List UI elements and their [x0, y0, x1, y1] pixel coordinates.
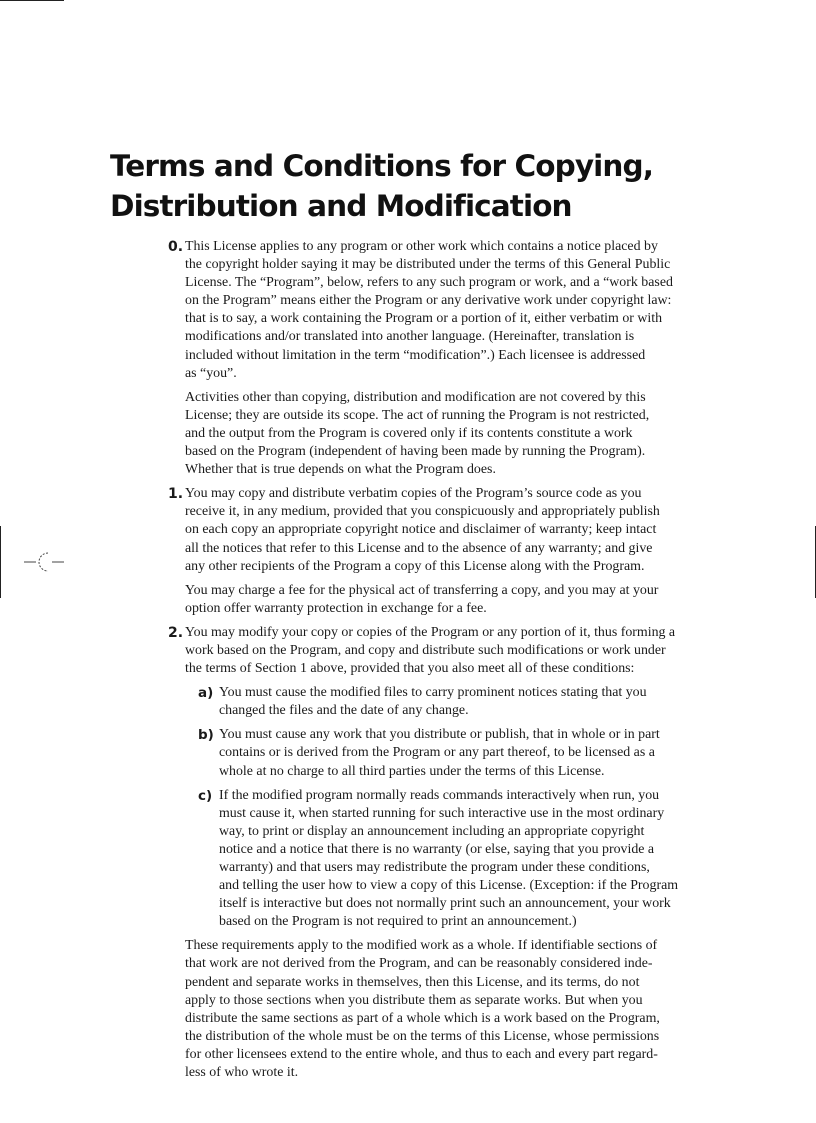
paragraph-text: [185, 238, 707, 383]
text-line: contains or is derived from the Program or any part thereof, to be licensed as a: [219, 745, 655, 761]
condition-text: [219, 726, 707, 780]
section-number-2: 2.: [168, 624, 184, 641]
text-line: You may modify your copy or copies of the Program or any portion of it, thus forming a: [185, 624, 676, 640]
condition-letter-a: a): [198, 685, 214, 702]
text-line: all the notices that refer to this License and to the absence of any warranty; and give: [185, 540, 653, 556]
text-line: less of who wrote it.: [185, 1065, 299, 1081]
text-line: You must cause any work that you distribute or publish, that in whole or in part: [219, 727, 660, 743]
condition-c: [198, 787, 707, 932]
text-line: and telling the user how to view a copy of this License. (Exception: if the Program: [219, 878, 679, 894]
text-line: modifications and/or translated into another language. (Hereinafter, translation is: [185, 329, 635, 345]
text-line: whole at no charge to all third parties under the terms of this License.: [219, 763, 605, 779]
condition-letter-b: b): [198, 727, 214, 744]
registration-mark-icon: [24, 550, 64, 574]
text-line: any other recipients of the Program a copy of this License along with the Program.: [185, 558, 645, 574]
title-line-1: Terms and Conditions for Copying,: [110, 149, 654, 183]
text-line: work based on the Program, and copy and distribute such modifications or work under: [185, 642, 666, 658]
text-line: pendent and separate works in themselves, then this License, and its terms, do not: [185, 974, 640, 990]
condition-a: [198, 684, 707, 720]
text-line: the copyright holder saying it may be distributed under the terms of this General Public: [185, 257, 671, 273]
text-line: changed the files and the date of any change.: [219, 703, 469, 719]
section-2-paragraph-2: [185, 937, 707, 1082]
text-line: way, to print or display an announcement including an appropriate copyright: [219, 823, 645, 839]
text-line: the distribution of the whole must be on the terms of this License, whose permissions: [185, 1028, 660, 1044]
text-line: as “you”.: [185, 365, 237, 381]
section-0-paragraph-1: [168, 238, 707, 383]
paragraph-text: [185, 485, 707, 575]
text-line: If the modified program normally reads commands interactively when run, you: [219, 787, 660, 803]
section-1-paragraph-1: [168, 485, 707, 575]
condition-text: [219, 787, 707, 932]
text-line: Activities other than copying, distribution and modification are not covered by this: [185, 389, 646, 405]
text-line: based on the Program is not required to print an announcement.): [219, 914, 577, 930]
section-2-paragraph-1: [168, 624, 707, 678]
text-line: notice and a notice that there is no warranty (or else, saying that you provide a: [219, 841, 655, 857]
license-body: [168, 238, 707, 1088]
section-number-1: 1.: [168, 486, 184, 503]
text-line: must cause it, when started running for such interactive use in the most ordinary: [219, 805, 665, 821]
condition-b: [198, 726, 707, 780]
text-line: that is to say, a work containing the Program or a portion of it, either verbatim or with: [185, 311, 663, 327]
text-line: the terms of Section 1 above, provided that you also meet all of these conditions:: [185, 661, 635, 677]
text-line: itself is interactive but does not normally print such an announcement, your work: [219, 896, 671, 912]
text-line: that work are not derived from the Program, and can be reasonably considered inde-: [185, 956, 653, 972]
text-line: based on the Program (independent of having been made by running the Program).: [185, 444, 646, 460]
paragraph-text: [185, 624, 707, 678]
text-line: distribute the same sections as part of a whole which is a work based on the Program,: [185, 1010, 660, 1026]
paragraph-text: [185, 937, 707, 1082]
bleed-line-left: [0, 526, 1, 598]
text-line: This License applies to any program or other work which contains a notice placed by: [185, 239, 658, 254]
text-line: You may copy and distribute verbatim copies of the Program’s source code as you: [185, 486, 642, 502]
text-line: included without limitation in the term “modification”.) Each licensee is addressed: [185, 347, 646, 363]
crop-mark-top-left: [0, 0, 64, 1]
section-0-paragraph-2: [185, 389, 707, 479]
text-line: License; they are outside its scope. The act of running the Program is not restricted,: [185, 407, 650, 423]
text-line: These requirements apply to the modified work as a whole. If identifiable sections of: [185, 938, 658, 954]
text-line: for other licensees extend to the entire whole, and thus to each and every part regard-: [185, 1046, 658, 1062]
condition-letter-c: c): [198, 787, 213, 804]
text-line: Whether that is true depends on what the Program does.: [185, 462, 496, 478]
paragraph-text: [185, 389, 707, 479]
text-line: warranty) and that users may redistribute the program under these conditions,: [219, 860, 650, 875]
section-number-0: 0.: [168, 239, 184, 255]
text-line: option offer warranty protection in exchange for a fee.: [185, 600, 487, 616]
text-line: License. The “Program”, below, refers to any such program or work, and a “work based: [185, 275, 673, 291]
page-title: [110, 146, 710, 226]
text-line: and the output from the Program is covered only if its contents constitute a work: [185, 425, 633, 441]
text-line: on each copy an appropriate copyright notice and disclaimer of warranty; keep intact: [185, 522, 657, 538]
text-line: You may charge a fee for the physical act of transferring a copy, and you may at your: [185, 582, 659, 598]
text-line: on the Program” means either the Program or any derivative work under copyright law:: [185, 293, 672, 309]
text-line: You must cause the modified files to carry prominent notices stating that you: [219, 685, 647, 701]
text-line: receive it, in any medium, provided that you conspicuously and appropriately publish: [185, 504, 660, 520]
text-line: apply to those sections when you distribute them as separate works. But when you: [185, 992, 643, 1008]
paragraph-text: [185, 582, 707, 618]
title-line-2: Distribution and Modification: [110, 189, 572, 223]
section-1-paragraph-2: [185, 582, 707, 618]
condition-text: [219, 684, 707, 720]
